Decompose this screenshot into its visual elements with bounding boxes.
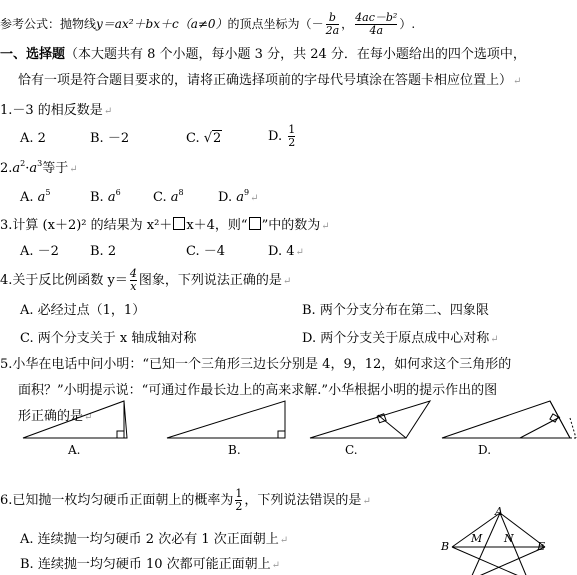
triangle-figure-b (165, 398, 290, 440)
point-label-m: M (471, 532, 483, 545)
blank-box (173, 217, 185, 230)
vertex-x-fraction: $\frac{b}{2a}$ (325, 11, 340, 37)
section-header (0, 47, 526, 63)
question-1-option-a: A. 2 (20, 131, 46, 146)
triangle-figure-c (308, 398, 433, 440)
figure-caption-b: B. (228, 443, 241, 457)
figure-caption-d: D. (478, 443, 492, 457)
question-3-option-a: A. －2 (20, 244, 59, 259)
question-2-option-b: B. $a^6$ (90, 188, 121, 205)
question-3-option-b: B. 2 (90, 244, 117, 259)
question-4-option-a: A. 必经过点（1，1） (20, 303, 146, 318)
question-text: －3 的相反数是 (12, 103, 103, 118)
question-2-stem: $2.a^2\cdot a^3$等于↵ (0, 159, 78, 176)
section-desc-2: 恰有一项是符合题目要求的，请将正确选择项前的字母代号填涂在答题卡相应位置上） (18, 73, 513, 88)
question-6-stem: 6.已知抛一枚均匀硬币正面朝上的概率为 $\frac{1}{2}$ ，下列说法错误的是↵ (0, 487, 371, 513)
return-mark: ↵ (513, 76, 522, 87)
question-1-option-c: C. √2 (186, 131, 222, 146)
question-1-option-d: D. $\frac{1}{2}$ (268, 123, 296, 149)
point-label-a: A (495, 505, 503, 518)
figure-caption-c: C. (345, 443, 358, 457)
section-title: 一、选择题 (0, 47, 66, 62)
question-6-option-b: B. 连续抛一均匀硬币 10 次都可能正面朝上↵ (20, 557, 281, 572)
fraction-one-half: $\frac{1}{2}$ (288, 123, 296, 149)
triangle-figure-a (20, 398, 130, 440)
fraction-one-half: $\frac{1}{2}$ (235, 487, 243, 513)
sqrt-radicand: 2 (213, 131, 222, 146)
question-2-option-c: C. $a^8$ (153, 188, 184, 205)
reference-formula: 参考公式：抛物线y＝ax²＋bx＋c（a≠0）的顶点坐标为（－ $\frac{b}{2a}$ ， $\frac{\text{4ac－b²}}{4a}$ ）. (0, 11, 416, 37)
question-1-stem (0, 103, 112, 120)
fraction-4-over-x: $\frac{4}{x}$ (129, 267, 137, 293)
x-sign: － (311, 17, 324, 31)
question-number: 1. (0, 103, 13, 118)
blank-box (249, 217, 261, 230)
formula-prefix: 参考公式：抛物线 (0, 17, 97, 31)
point-label-e: E (537, 540, 546, 553)
question-5-line-3: 形正确的是↵ (18, 409, 93, 424)
question-1-option-b: B. －2 (90, 131, 130, 146)
question-3-option-d: D. 4↵ (268, 244, 304, 259)
vertex-y-fraction: $\frac{\text{4ac－b²}}{4a}$ (355, 11, 398, 37)
question-4-stem: 4.关于反比例函数 y＝ $\frac{4}{x}$ 图象，下列说法正确的是↵ (0, 267, 292, 293)
figure-caption-a: A. (68, 443, 81, 457)
point-label-b: B (441, 540, 450, 553)
section-desc-line-2 (18, 73, 521, 90)
question-2-option-d: D. $a^9↵$ (218, 188, 259, 205)
question-4-option-b: B. 两个分支分布在第二、四象限 (302, 303, 489, 318)
formula-close: ）. (399, 17, 416, 31)
question-6-option-a: A. 连续抛一均匀硬币 2 次必有 1 次正面朝上↵ (20, 532, 289, 547)
question-3-stem: 3.计算 (x＋2)² 的结果为 x²＋ x＋4，则“ ”中的数为↵ (0, 218, 330, 233)
question-5-line-1: 5.小华在电话中问小明：“已知一个三角形三边长分别是 4，9，12，如何求这个三角形的 (0, 357, 512, 372)
section-desc-1: （本大题共有 8 个小题，每小题 3 分，共 24 分．在每小题给出的四个选项中， (65, 47, 526, 62)
question-4-option-c: C. 两个分支关于 x 轴成轴对称 (20, 331, 197, 346)
triangle-figure-d (440, 398, 577, 440)
point-label-n: N (504, 532, 514, 545)
return-mark: ↵ (103, 106, 113, 117)
formula-suffix: 的顶点坐标为（ (227, 17, 312, 31)
formula-expr: y＝ax²＋bx＋c（a≠0） (96, 17, 228, 31)
question-3-option-c: C. －4 (186, 244, 226, 259)
question-4-option-d: D. 两个分支关于原点成中心对称↵ (302, 331, 499, 346)
question-5-line-2: 面积？”小明提示说：“可通过作最长边上的高来求解.”小华根据小明的提示作出的图 (18, 383, 498, 398)
question-2-option-a: A. $a^5$ (20, 188, 51, 205)
